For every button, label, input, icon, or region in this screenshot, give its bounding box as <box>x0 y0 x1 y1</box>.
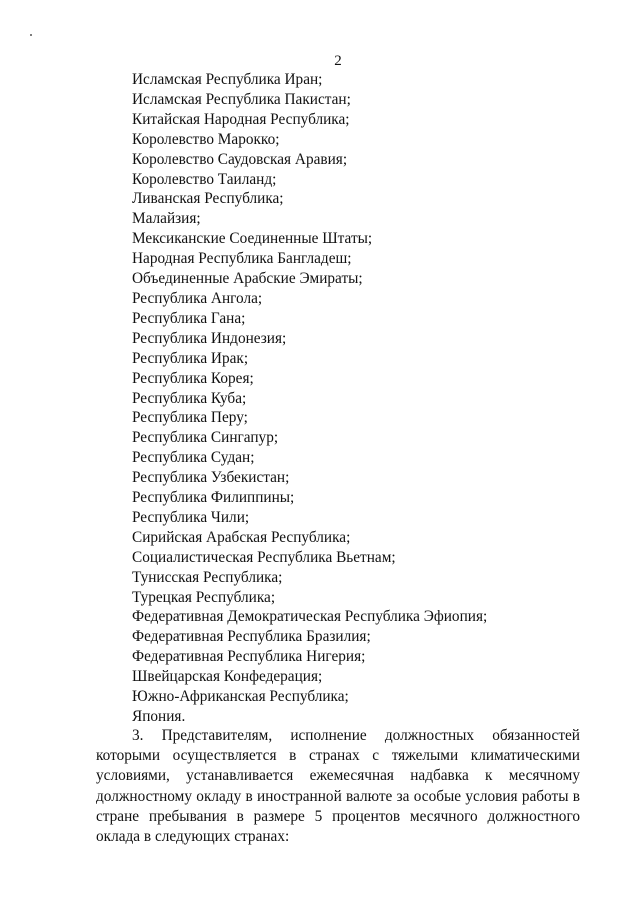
country-list-item: Республика Куба; <box>132 389 247 407</box>
country-list-item: Исламская Республика Пакистан; <box>132 90 351 108</box>
country-list-item: Объединенные Арабские Эмираты; <box>132 270 363 288</box>
country-list-item: Королевство Саудовская Аравия; <box>132 150 348 168</box>
country-list-item: Китайская Народная Республика; <box>132 110 350 128</box>
country-list-item: Республика Чили; <box>132 508 250 526</box>
country-list-item: Малайзия; <box>132 210 201 228</box>
country-list-item: Республика Перу; <box>132 409 248 427</box>
country-list-item: Республика Индонезия; <box>132 329 287 347</box>
country-list-item: Республика Корея; <box>132 369 254 387</box>
country-list-item: Республика Гана; <box>132 309 246 327</box>
country-list-item: Социалистическая Республика Вьетнам; <box>132 548 396 566</box>
country-list-item: Мексиканские Соединенные Штаты; <box>132 230 373 248</box>
country-list-item: Ливанская Республика; <box>132 190 284 208</box>
country-list <box>132 70 487 727</box>
country-list-item: Республика Филиппины; <box>132 489 295 507</box>
scan-speck <box>30 34 32 36</box>
country-list-item: Республика Узбекистан; <box>132 469 290 487</box>
country-list-item: Королевство Таиланд; <box>132 170 277 188</box>
country-list-item: Исламская Республика Иран; <box>132 71 323 88</box>
country-list-item: Королевство Марокко; <box>132 130 280 148</box>
country-list-item: Республика Судан; <box>132 449 255 467</box>
country-list-item: Сирийская Арабская Республика; <box>132 528 351 546</box>
paragraph-3: 3. Представителям, исполнение должностных обязанностей которыми осуществляется в странах с тяжелыми климатическими условиями, устанавливается ежемесячная надбавка к месячному должностному окладу в иностранной валюте за особые условия работы в стране пребывания в размере 5 процентов месячного должностного оклада в следующих странах: <box>96 727 580 846</box>
country-list-item: Япония. <box>132 708 186 725</box>
country-list-item: Республика Ангола; <box>132 289 263 307</box>
country-list-item: Швейцарская Конфедерация; <box>132 668 323 686</box>
country-list-item: Федеративная Республика Нигерия; <box>132 648 366 666</box>
country-list-item: Южно-Африканская Республика; <box>132 688 349 706</box>
country-list-item: Тунисская Республика; <box>132 568 283 586</box>
country-list-item: Федеративная Демократическая Республика Эфиопия; <box>132 608 488 626</box>
country-list-item: Федеративная Республика Бразилия; <box>132 628 371 646</box>
country-list-item: Республика Сингапур; <box>132 429 279 447</box>
country-list-item: Республика Ирак; <box>132 349 249 367</box>
country-list-item: Турецкая Республика; <box>132 588 276 606</box>
page-number: 2 <box>334 53 342 69</box>
country-list-item: Народная Республика Бангладеш; <box>132 250 352 268</box>
